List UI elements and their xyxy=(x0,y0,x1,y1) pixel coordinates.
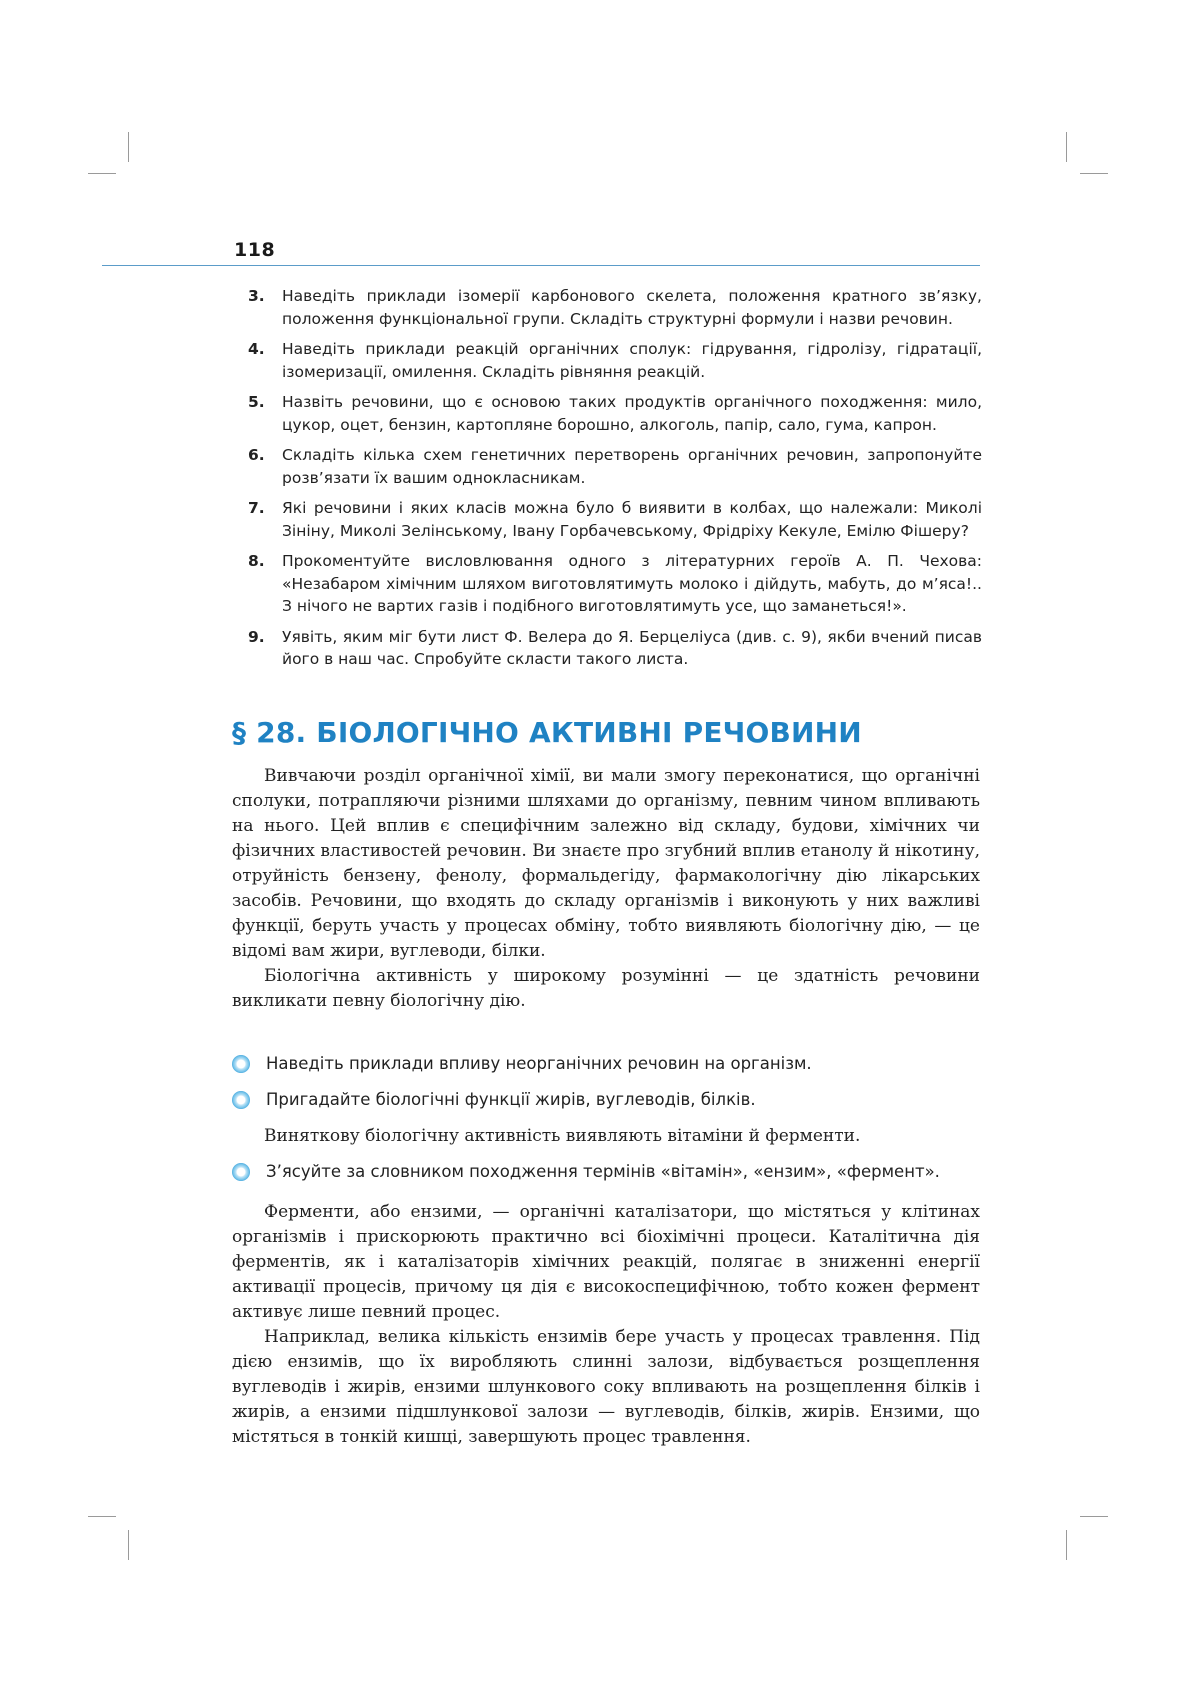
crop-mark xyxy=(1066,1530,1067,1560)
question-item xyxy=(248,444,982,489)
bullet-circle-icon xyxy=(232,1163,250,1181)
crop-mark xyxy=(1080,173,1108,174)
task-item xyxy=(232,1052,992,1076)
section-body xyxy=(232,1124,980,1149)
paragraph: Вивчаючи розділ органічної хімії, ви мали змогу переконатися, що органічні сполуки, потрапляючи різними шляхами до організму, певним чином впливають на нього. Цей вплив є специфічним залежно від складу, будови, хімічних чи фізичних властивостей речовин. Ви знаєте про згубний вплив етанолу й нікотину, отруйність бензену, фенолу, формальдегіду, фармакологічну дію лікарських засобів. Речовини, що входять до складу організмів і виконують у них важливі функції, беруть участь у процесах обміну, тобто виявляють біологічну дію, — це відомі вам жири, вуглеводи, білки. xyxy=(232,766,980,961)
question-item xyxy=(248,550,982,618)
question-list xyxy=(248,285,982,679)
question-text: Наведіть приклади реакцій органічних сполук: гідрування, гідролізу, гідратації, ізомеризації, омилення. Складіть рівняння реакцій. xyxy=(282,340,982,381)
question-item xyxy=(248,497,982,542)
question-text: Які речовини і яких класів можна було б виявити в колбах, що належали: Миколі Зініну, Миколі Зелінському, Івану Горбачевському, Фрідріху Кекуле, Емілю Фішеру? xyxy=(282,499,982,540)
bullet-circle-icon xyxy=(232,1091,250,1109)
page-number: 118 xyxy=(234,239,276,261)
question-item xyxy=(248,285,982,330)
question-number: 8. xyxy=(248,552,265,570)
question-number: 7. xyxy=(248,499,265,517)
paragraph: Наприклад, велика кількість ензимів бере участь у процесах травлення. Під дією ензимів, що їх виробляють слинні залози, відбувається розщеплення вуглеводів і жирів, ензими шлункового соку впливають на розщеплення білків і жирів, а ензими підшлункової залози — вуглеводів, білків, жирів. Ензими, що містяться в тонкій кишці, завершують процес травлення. xyxy=(232,1327,980,1447)
question-text: Наведіть приклади ізомерії карбонового скелета, положення кратного зв’язку, положення функціональної групи. Складіть структурні формули і назви речовин. xyxy=(282,287,982,328)
crop-mark xyxy=(1080,1516,1108,1517)
task-text: Наведіть приклади впливу неорганічних речовин на організм. xyxy=(266,1054,812,1073)
question-number: 5. xyxy=(248,393,265,411)
bullet-circle-icon xyxy=(232,1055,250,1073)
task-text: Пригадайте біологічні функції жирів, вуглеводів, білків. xyxy=(266,1090,756,1109)
crop-mark xyxy=(88,1516,116,1517)
task-text: З’ясуйте за словником походження термінів «вітамін», «ензим», «фермент». xyxy=(266,1162,940,1181)
question-text: Уявіть, яким міг бути лист Ф. Велера до Я. Берцеліуса (див. с. 9), якби вчений писав його в наш час. Спробуйте скласти такого листа. xyxy=(282,627,982,668)
crop-mark xyxy=(128,1530,129,1560)
header-rule xyxy=(102,265,980,266)
question-item xyxy=(248,626,982,671)
question-number: 3. xyxy=(248,287,265,305)
question-number: 4. xyxy=(248,340,265,358)
crop-mark xyxy=(1066,132,1067,162)
section-body xyxy=(232,1200,980,1450)
task-item xyxy=(232,1160,992,1184)
crop-mark xyxy=(128,132,129,162)
question-number: 6. xyxy=(248,446,265,464)
question-item xyxy=(248,391,982,436)
question-number: 9. xyxy=(248,627,265,646)
question-text: Назвіть речовини, що є основою таких продуктів органічного походження: мило, цукор, оцет, бензин, картопляне борошно, алкоголь, папір, сало, гума, капрон. xyxy=(282,393,982,434)
section-intro xyxy=(232,764,980,1014)
paragraph: Ферменти, або ензими, — органічні каталізатори, що містяться у клітинах організмів і прискорюють практично всі біохімічні процеси. Каталітична дія ферментів, як і каталізаторів хімічних реакцій, полягає в зниженні енергії активації процесів, причому ця дія є високоспецифічною, тобто кожен фермент активує лише певний процес. xyxy=(232,1202,980,1322)
paragraph: Біологічна активність у широкому розумінні — це здатність речовини викликати певну біологічну дію. xyxy=(232,966,980,1011)
question-item xyxy=(248,338,982,383)
paragraph: Виняткову біологічну активність виявляють вітаміни й ферменти. xyxy=(264,1126,861,1146)
question-text: Складіть кілька схем генетичних перетворень органічних речовин, запропонуйте розв’язати їх вашим однокласникам. xyxy=(282,446,982,487)
task-item xyxy=(232,1088,992,1112)
section-title: § 28. БІОЛОГІЧНО АКТИВНІ РЕЧОВИНИ xyxy=(232,716,862,749)
question-text: Прокоментуйте висловлювання одного з літературних героїв А. П. Чехова: «Незабаром хімічним шляхом виготовлятимуть молоко і дійдуть, мабуть, до м’яса!.. З нічого не вартих газів і подібного виготовлятимуть усе, що заманеться!». xyxy=(282,552,982,615)
crop-mark xyxy=(88,173,116,174)
